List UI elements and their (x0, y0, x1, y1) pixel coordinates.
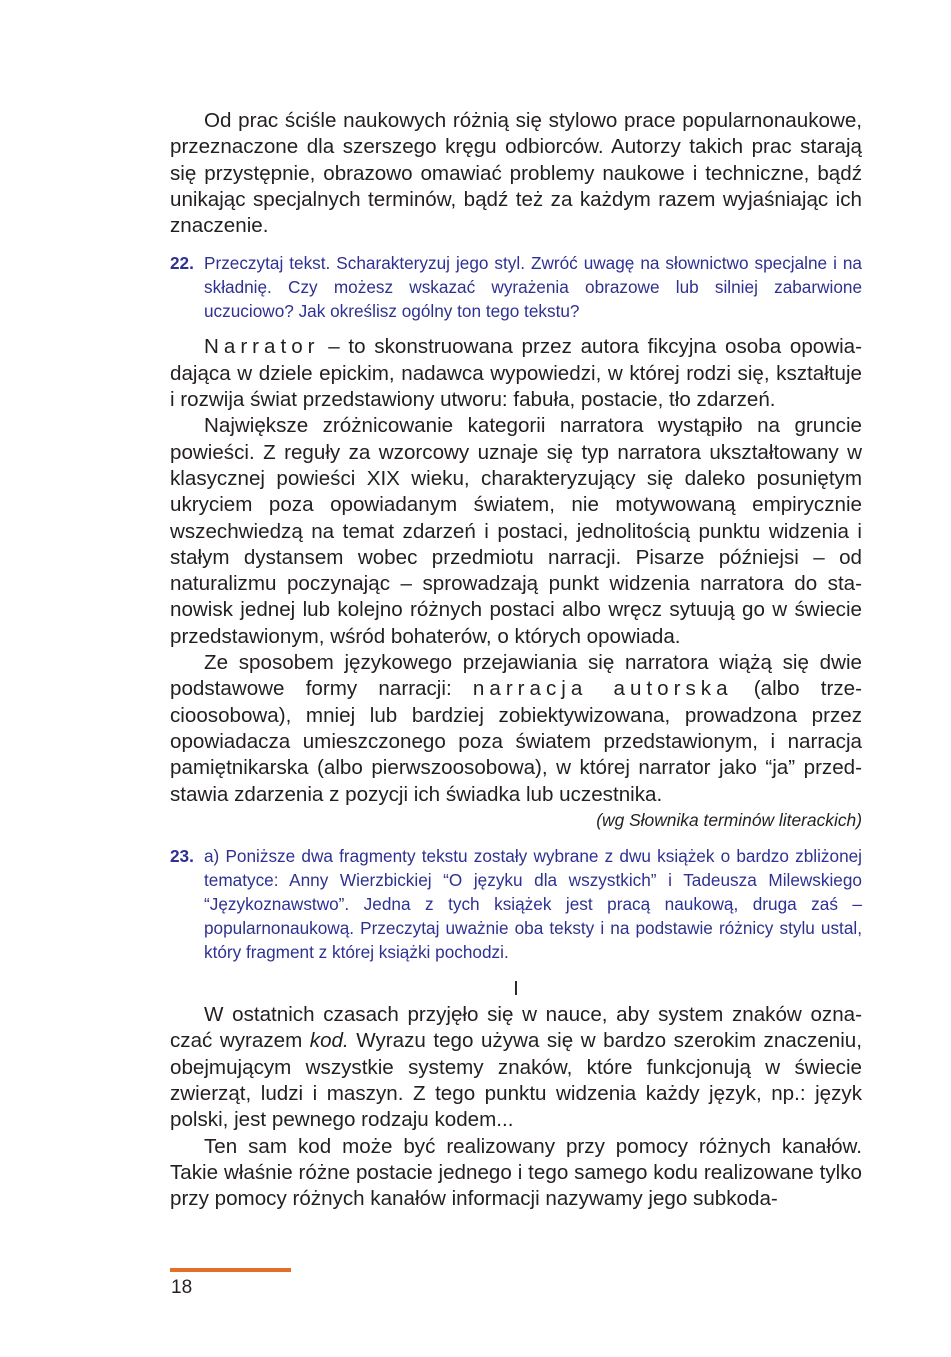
paragraph-end: (albo trzecioosobowa), mniej lub bardziej zobiektywizowana, prowadzona przez opowiadacza umieszczonego poza światem przedstawionym, i narracja pamiętnikarska (albo pierwszoosobowa), w której narrator jako “ja” przedstawia zdarzenia z pozycji ich świadka lub uczestnika. (170, 677, 862, 806)
paragraph-start: Ze sposobem językowego przejawiania się narratora wiążą się dwie podstawowe formy narracji: (170, 651, 862, 701)
exercise-23 (170, 844, 862, 964)
page-number: 18 (171, 1277, 193, 1298)
footer-accent-rule (170, 1268, 291, 1272)
paragraph-start: W ostatnich czasach przyjęło się w nauce, aby system znaków oznaczać wyrazem (170, 1003, 862, 1053)
intro-paragraph: Od prac ściśle naukowych różnią się stylowo prace popularnonaukowe, przeznaczone dla szerszego kręgu odbiorców. Autorzy takich prac starają się przystępnie, obrazowo omawiać problemy naukowe i techniczne, bądź unikając specjalnych terminów, bądź też za każdym razem wyjaśniając ich znaczenie. (170, 109, 862, 238)
narrator-definition: – to skonstruowana przez autora fikcyjna osoba opowiadająca w dziele epickim, nadawca wypowiedzi, w której rodzi się, kształtuje i rozwija świat przedstawiony utworu: fabuła, postacie, tło zdarzeń. (170, 335, 862, 412)
narrator-paragraph-3 (170, 650, 862, 808)
narration-term: narracja autorska (472, 677, 733, 701)
fragment-paragraph-1 (170, 1002, 862, 1133)
exercise-number: 22. (170, 253, 194, 274)
paragraph-end: Wyrazu tego używa się w bardzo szerokim znaczeniu, obejmującym wszystkie systemy znaków, które funkcjonują w świecie zwierząt, ludzi i maszyn. Z tego punktu widzenia każdy język, np.: język polski, jest pewnego rodzaju kodem... (170, 1029, 862, 1132)
exercise-22 (170, 251, 862, 323)
italic-term: kod. (309, 1029, 349, 1053)
exercise-number: 23. (170, 845, 194, 866)
fragment-label: I (513, 976, 519, 1000)
narrator-paragraph-2: Największe zróżnicowanie kategorii narratora wystąpiło na gruncie powieści. Z reguły za wzorcowy uznaje się typ narratora ukształtowany w klasycznej powieści XIX wieku, charakteryzujący się daleko posuniętym ukryciem poza opowiadanym światem, nie motywowaną empirycznie wszechwiedzą na temat zdarzeń i postaci, jednolitością punktu widzenia i stałym dystansem wobec przedmiotu narracji. Pisarze późniejsi – od naturalizmu poczynając – sprowadzają punkt widzenia narratora do stanowisk jednej lub kolejno różnych postaci albo wręcz sytuują go w świecie przedstawionym, wśród bohaterów, o których opowiada. (170, 414, 862, 648)
page-content (170, 108, 862, 1213)
exercise-text: Przeczytaj tekst. Scharakteryzuj jego styl. Zwróć uwagę na słownictwo specjalne i na składnię. Czy możesz wskazać wyrażenia obrazowe lub silniej zabarwione uczuciowo? Jak określisz ogólny ton tego tekstu? (204, 253, 862, 322)
exercise-text: a) Poniższe dwa fragmenty tekstu zostały wybrane z dwu książek o bardzo zbliżonej tematyce: Anny Wierzbickiej “O języku dla wszystkich” i Tadeusza Milewskiego “Językoznawstwo”. Jedna z tych książek jest pracą naukową, druga zaś – popularnonaukową. Przeczytaj uważnie oba teksty i na podstawie różnicy stylu ustal, który fragment z której książki pochodzi. (204, 845, 862, 962)
narrator-term: Narrator (204, 335, 320, 359)
narrator-paragraph-1 (170, 334, 862, 413)
fragment-paragraph-2: Ten sam kod może być realizowany przy pomocy różnych kanałów. Takie właśnie różne postacie jednego i tego samego kodu realizowane tylko przy pomocy różnych kanałów informacji nazywamy jego subkoda- (170, 1134, 862, 1211)
source-citation: (wg Słownika terminów literackich) (596, 809, 862, 830)
